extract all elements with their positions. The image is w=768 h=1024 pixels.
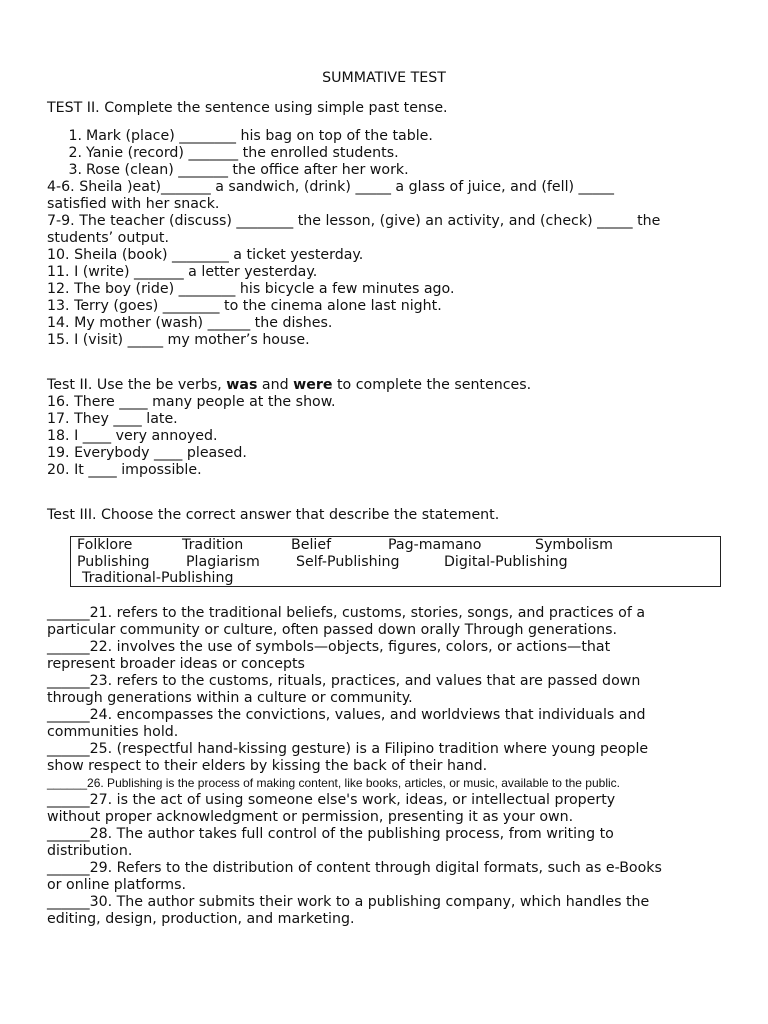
question-line: show respect to their elders by kissing the back of their hand. (47, 758, 488, 774)
instruction-text: to complete the sentences. (332, 377, 532, 393)
question-line: ______23. refers to the customs, rituals, practices, and values that are passed down (47, 673, 641, 689)
question-line: without proper acknowledgment or permission, presenting it as your own. (47, 809, 574, 825)
item-number: 1. (68, 128, 82, 144)
word-bank-option: Belief (291, 537, 332, 553)
item-number: 3. (68, 162, 82, 178)
word-bank-box (70, 536, 721, 587)
question-line: 16. There ____ many people at the show. (47, 394, 336, 410)
item-text: Rose (clean) _______ the office after her work. (86, 162, 409, 178)
question-line: 19. Everybody ____ pleased. (47, 445, 247, 461)
question-line: ______28. The author takes full control of the publishing process, from writing to (47, 826, 614, 842)
item-number: 2. (68, 145, 82, 161)
question-line: ______24. encompasses the convictions, values, and worldviews that individuals and (47, 707, 646, 723)
word-bank-option: Symbolism (535, 537, 614, 553)
question-line: communities hold. (47, 724, 179, 740)
question-line: students’ output. (47, 230, 169, 246)
test3-instruction: Test III. Choose the correct answer that describe the statement. (47, 507, 500, 523)
question-line: 15. I (visit) _____ my mother’s house. (47, 332, 310, 348)
question-line: 13. Terry (goes) ________ to the cinema alone last night. (47, 298, 442, 314)
item-text: Yanie (record) _______ the enrolled students. (86, 145, 399, 161)
question-line: 7-9. The teacher (discuss) ________ the lesson, (give) an activity, and (check) _____ the (47, 213, 661, 229)
question-line: ______26. Publishing is the process of making content, like books, articles, or music, available to the public. (47, 776, 620, 790)
bold-word-was: was (226, 377, 258, 393)
word-bank-option: Self-Publishing (296, 554, 400, 570)
question-line: through generations within a culture or community. (47, 690, 413, 706)
document-title: SUMMATIVE TEST (322, 70, 446, 86)
word-bank-option: Folklore (77, 537, 133, 553)
instruction-text: Test II. Use the be verbs, (47, 377, 227, 393)
word-bank-option: Pag-mamano (388, 537, 482, 553)
question-line: ______30. The author submits their work to a publishing company, which handles the (47, 894, 650, 910)
question-line: 4-6. Sheila )eat)_______ a sandwich, (drink) _____ a glass of juice, and (fell) _____ (47, 179, 615, 195)
question-line: or online platforms. (47, 877, 186, 893)
word-bank-option: Plagiarism (186, 554, 260, 570)
question-line: editing, design, production, and marketing. (47, 911, 355, 927)
test2a-instruction: TEST II. Complete the sentence using simple past tense. (47, 100, 448, 116)
question-line: ______21. refers to the traditional beliefs, customs, stories, songs, and practices of a (47, 605, 646, 621)
question-line: ______27. is the act of using someone else's work, ideas, or intellectual property (47, 792, 616, 808)
question-line: ______22. involves the use of symbols—objects, figures, colors, or actions—that (47, 639, 611, 655)
question-line: 11. I (write) _______ a letter yesterday. (47, 264, 318, 280)
word-bank-option: Tradition (182, 537, 244, 553)
question-line: particular community or culture, often passed down orally Through generations. (47, 622, 618, 638)
question-line: distribution. (47, 843, 133, 859)
list-item (60, 145, 399, 162)
question-line: ______25. (respectful hand-kissing gesture) is a Filipino tradition where young people (47, 741, 649, 757)
question-line: 10. Sheila (book) ________ a ticket yesterday. (47, 247, 364, 263)
word-bank-option: Publishing (77, 554, 150, 570)
item-text: Mark (place) ________ his bag on top of the table. (86, 128, 433, 144)
question-line: satisfied with her snack. (47, 196, 220, 212)
question-line: represent broader ideas or concepts (47, 656, 305, 672)
question-line: 17. They ____ late. (47, 411, 178, 427)
question-line: 14. My mother (wash) ______ the dishes. (47, 315, 333, 331)
instruction-text: and (257, 377, 294, 393)
bold-word-were: were (293, 377, 333, 393)
test2b-instruction (47, 377, 531, 394)
word-bank-option: Digital-Publishing (444, 554, 568, 570)
question-line: 20. It ____ impossible. (47, 462, 202, 478)
question-line: 18. I ____ very annoyed. (47, 428, 218, 444)
question-line: 12. The boy (ride) ________ his bicycle a few minutes ago. (47, 281, 455, 297)
list-item (60, 162, 409, 179)
list-item (60, 128, 433, 145)
word-bank-option: Traditional-Publishing (82, 570, 234, 586)
question-line: ______29. Refers to the distribution of content through digital formats, such as e-Books (47, 860, 662, 876)
